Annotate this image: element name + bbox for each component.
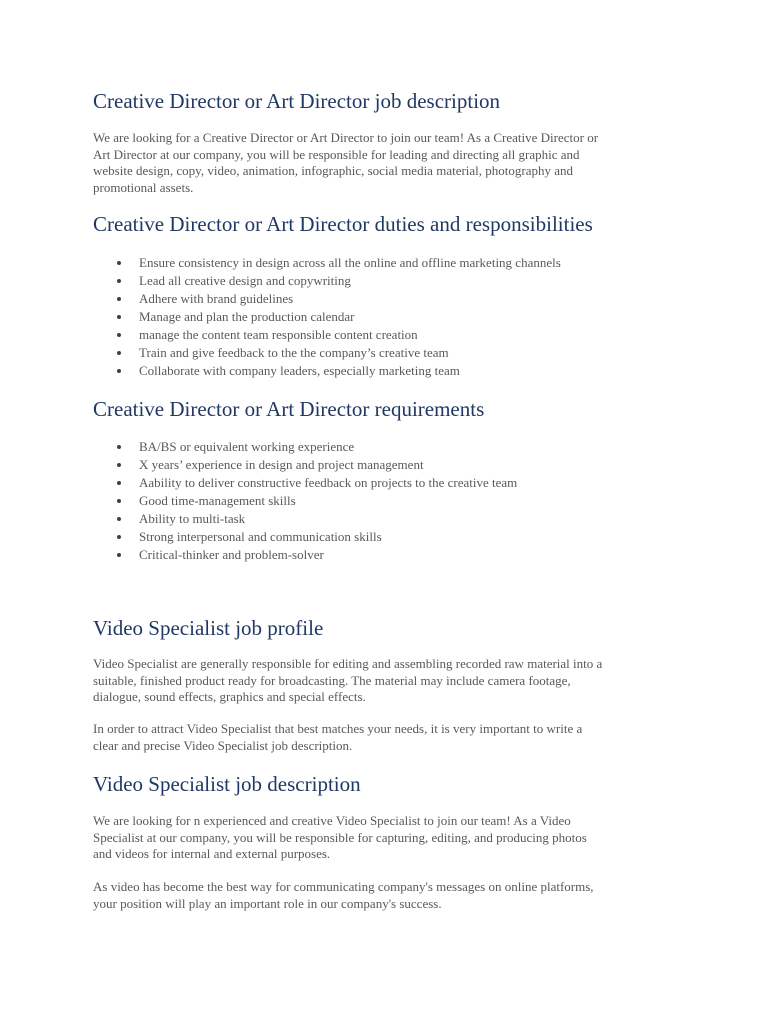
list-item: manage the content team responsible content creation bbox=[93, 326, 693, 344]
section-paragraph bbox=[93, 130, 693, 196]
paragraph-line: promotional assets. bbox=[93, 179, 194, 195]
section-heading: Video Specialist job profile bbox=[93, 616, 324, 640]
section-heading: Creative Director or Art Director duties and responsibilities bbox=[93, 212, 593, 236]
list-item: Aability to deliver constructive feedback on projects to the creative team bbox=[93, 474, 693, 492]
paragraph-line: Specialist at our company, you will be responsible for capturing, editing, and producing photos bbox=[93, 829, 587, 845]
paragraph-line: As video has become the best way for communicating company's messages on online platforms, bbox=[93, 879, 594, 894]
paragraph-line: Art Director at our company, you will be responsible for leading and directing all graphic and bbox=[93, 146, 580, 162]
paragraph-line: In order to attract Video Specialist that best matches your needs, it is very important to write a bbox=[93, 721, 583, 736]
list-item: Collaborate with company leaders, especially marketing team bbox=[93, 362, 693, 380]
list-item: Ensure consistency in design across all the online and offline marketing channels bbox=[93, 254, 693, 272]
responsibilities-list bbox=[93, 254, 693, 380]
list-item: X years’ experience in design and project management bbox=[93, 456, 693, 474]
list-item: Ability to multi-task bbox=[93, 510, 693, 528]
paragraph-line: your position will play an important role in our company's success. bbox=[93, 895, 442, 911]
paragraph-line: Video Specialist are generally responsible for editing and assembling recorded raw material into a bbox=[93, 656, 603, 671]
list-item: Manage and plan the production calendar bbox=[93, 308, 693, 326]
section-paragraph bbox=[93, 656, 693, 706]
paragraph-line: We are looking for n experienced and creative Video Specialist to join our team! As a Video bbox=[93, 813, 571, 828]
section-paragraph bbox=[93, 721, 693, 754]
section-paragraph bbox=[93, 813, 693, 863]
paragraph-line: and videos for internal and external purposes. bbox=[93, 846, 331, 861]
paragraph-line: clear and precise Video Specialist job description. bbox=[93, 737, 353, 753]
paragraph-line: dialogue, sound effects, graphics and special effects. bbox=[93, 689, 366, 704]
list-item: BA/BS or equivalent working experience bbox=[93, 438, 693, 456]
section-heading: Video Specialist job description bbox=[93, 772, 361, 796]
section-heading: Creative Director or Art Director job description bbox=[93, 89, 501, 113]
list-item: Adhere with brand guidelines bbox=[93, 290, 693, 308]
requirements-list bbox=[93, 438, 693, 564]
section-heading: Creative Director or Art Director requirements bbox=[93, 397, 485, 421]
list-item: Strong interpersonal and communication skills bbox=[93, 528, 693, 546]
list-item: Good time-management skills bbox=[93, 492, 693, 510]
section-paragraph bbox=[93, 879, 693, 912]
list-item: Lead all creative design and copywriting bbox=[93, 272, 693, 290]
list-item: Train and give feedback to the the company’s creative team bbox=[93, 344, 693, 362]
paragraph-line: website design, copy, video, animation, infographic, social media material, photography and bbox=[93, 163, 574, 178]
paragraph-line: suitable, finished product ready for broadcasting. The material may include camera footage, bbox=[93, 672, 571, 688]
paragraph-line: We are looking for a Creative Director or Art Director to join our team! As a Creative Director or bbox=[93, 130, 599, 145]
list-item: Critical-thinker and problem-solver bbox=[93, 546, 693, 564]
